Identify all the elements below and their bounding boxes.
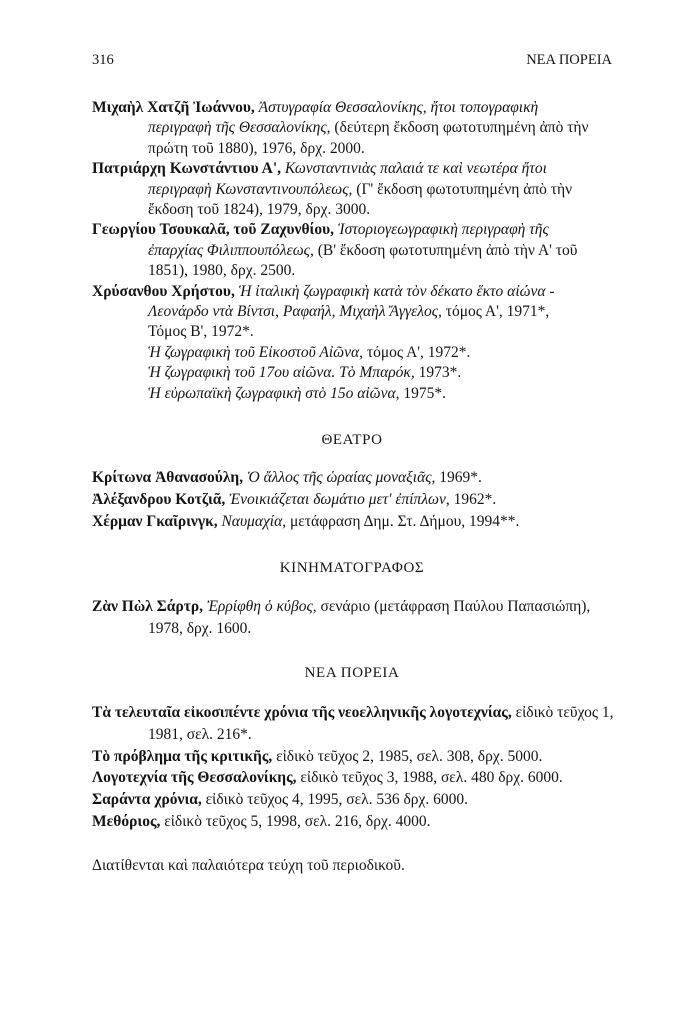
entry-line (148, 724, 252, 746)
further-work-line (148, 343, 470, 363)
issue-details: εἰδικὸ τεῦχος 4, 1995, σελ. 536 δρχ. 6000. (205, 791, 469, 809)
entry-title: Ἡ εὐρωπαϊκὴ ζωγραφικὴ στὸ 15ο αἰῶνα, (148, 384, 400, 402)
entry-title: Ἡ ζωγραφικὴ τοῦ Εἰκοστοῦ Αἰῶνα, (148, 343, 363, 361)
theatre-entry (92, 467, 482, 489)
book-entry (92, 282, 612, 404)
entry-details: πρώτη τοῦ 1880), 1976, δρχ. 2000. (148, 139, 365, 157)
entry-author: Ἀλέξανδρου Κοτζιᾶ, (92, 490, 226, 508)
entry-author: Χρύσανθου Χρήστου, (92, 282, 235, 300)
entry-details: μετάφραση Δημ. Στ. Δήμου, 1994**. (290, 512, 520, 530)
entry-title: Ἐρρίφθη ὁ κύβος, (206, 598, 317, 615)
entry-author: Κρίτωνα Ἀθανασούλη, (92, 469, 244, 486)
entry-title: ἐπαρχίας Φιλιππουπόλεως, (148, 241, 314, 259)
entry-details: σενάριο (μετάφραση Παύλου Παπασιώπη), (320, 598, 591, 615)
running-head-title: ΝΕΑ ΠΟΡΕΙΑ (526, 52, 612, 68)
issue-details: εἰδικὸ τεῦχος 1, (515, 704, 614, 721)
entry-line (92, 159, 547, 179)
books-list (92, 98, 612, 404)
entry-line (92, 220, 549, 240)
section-heading-cinema: ΚΙΝΗΜΑΤΟΓΡΑΦΟΣ (279, 560, 425, 576)
entry-details: 1969*. (439, 469, 482, 486)
issue-title: Τὰ τελευταῖα εἰκοσιπέντε χρόνια τῆς νεοελληνικῆς λογοτεχνίας, (92, 704, 512, 721)
entry-line (92, 98, 538, 118)
entry-title: Ἡ ζωγραφικὴ τοῦ 17ου αἰῶνα. Τὸ Μπαρόκ, (148, 364, 415, 382)
entry-line (148, 618, 251, 640)
entry-line (148, 200, 370, 220)
cinema-entry (92, 596, 612, 640)
theatre-entry (92, 489, 496, 511)
entry-line (92, 596, 590, 618)
entry-title: Ὁ ἄλλος τῆς ὡραίας μοναξιᾶς, (247, 469, 436, 486)
theatre-list (92, 467, 612, 532)
entry-title: Ἡ ἰταλικὴ ζωγραφικὴ κατὰ τὸν δέκατο ἕκτο αἰώνα - (238, 282, 555, 300)
entry-title: περιγραφὴ Κωνσταντινουπόλεως, (148, 180, 353, 198)
availability-note (92, 855, 612, 877)
entry-details: Τόμος Β', 1972*. (148, 323, 254, 341)
entry-title: Ἱστοριογεωγραφικὴ περιγραφὴ τῆς (337, 221, 549, 239)
entry-line (148, 241, 577, 261)
issue-title: Τὸ πρόβλημα τῆς κριτικῆς, (92, 747, 273, 765)
issue-entry (92, 789, 468, 811)
entry-line (148, 180, 572, 200)
entry-line (148, 261, 295, 281)
entry-title: Ἀστυγραφία Θεσσαλονίκης, ἤτοι τοπογραφικὴ (258, 99, 539, 116)
entry-title: περιγραφὴ τῆς Θεσσαλονίκης, (148, 119, 331, 137)
entry-title: Λεονάρδο ντὰ Βίντσι, Ραφαήλ, Μιχαὴλ Ἄγγελος, (148, 303, 442, 321)
entry-details: τόμος Α', 1972*. (366, 343, 471, 361)
entry-author: Ζὰν Πὼλ Σάρτρ, (92, 598, 204, 615)
entry-details: (δεύτερη ἔκδοση φωτοτυπημένη ἀπὸ τὴν (334, 119, 589, 137)
section-heading-theatre: ΘΕΑΤΡΟ (321, 432, 383, 448)
entry-details: 1975*. (403, 384, 447, 402)
entry-details: τόμος Α', 1971*, (445, 303, 550, 321)
entry-line (92, 282, 555, 302)
entry-author: Γεωργίου Τσουκαλᾶ, τοῦ Ζαχυνθίου, (92, 221, 335, 239)
issue-title: Σαράντα χρόνια, (92, 791, 202, 809)
entry-title: Ἐνοικιάζεται δωμάτιο μετ' ἐπίπλων, (229, 490, 450, 508)
section-heading-journal: ΝΕΑ ΠΟΡΕΙΑ (304, 665, 400, 681)
entry-line (148, 118, 589, 138)
entry-line (148, 139, 365, 159)
issue-title: Μεθόριος, (92, 812, 161, 830)
issue-entry (92, 702, 612, 746)
page-number: 316 (92, 52, 114, 68)
theatre-entry (92, 511, 519, 533)
book-entry (92, 98, 612, 159)
entry-title: Ναυμαχία, (221, 512, 287, 530)
issue-details: εἰδικὸ τεῦχος 5, 1998, σελ. 216, δρχ. 4000. (164, 812, 431, 830)
entry-details: 1851), 1980, δρχ. 2500. (148, 262, 296, 280)
entry-details: ἔκδοση τοῦ 1824), 1979, δρχ. 3000. (148, 201, 371, 219)
entry-details: 1962*. (453, 490, 497, 508)
entry-details: (Γ' ἔκδοση φωτοτυπημένη ἀπὸ τὴν (356, 180, 573, 198)
further-work-line (148, 363, 461, 383)
entry-details: 1973*. (418, 364, 462, 382)
book-entry (92, 159, 612, 220)
entry-author: Πατριάρχη Κωνστάντιου Α', (92, 160, 282, 178)
issue-title: Λογοτεχνία τῆς Θεσσαλονίκης, (92, 769, 297, 787)
entry-author: Χέρμαν Γκαῖρινγκ, (92, 512, 218, 530)
issue-details: εἰδικὸ τεῦχος 3, 1988, σελ. 480 δρχ. 6000. (300, 769, 563, 787)
issue-details: εἰδικὸ τεῦχος 2, 1985, σελ. 308, δρχ. 5000. (276, 747, 543, 765)
entry-line (92, 702, 614, 724)
entry-line (148, 322, 254, 342)
issue-entry (92, 811, 430, 833)
entry-line (148, 302, 549, 322)
cinema-list (92, 596, 612, 640)
issue-details: 1981, σελ. 216*. (148, 725, 252, 743)
entry-details: 1978, δρχ. 1600. (148, 620, 252, 637)
issue-entry (92, 746, 542, 768)
entry-title: Κωνσταντινιὰς παλαιά τε καὶ νεωτέρα ἤτοι (284, 160, 547, 178)
entry-details: (Β' ἔκδοση φωτοτυπημένη ἀπὸ τὴν Α' τοῦ (317, 241, 578, 259)
issue-entry (92, 767, 563, 789)
journal-issues-list (92, 702, 612, 833)
entry-author: Μιχαὴλ Χατζῆ Ἰωάννου, (92, 99, 255, 116)
running-head (92, 50, 612, 70)
further-work-line (148, 384, 446, 404)
note-text: Διατίθενται καὶ παλαιότερα τεύχη τοῦ περιοδικοῦ. (92, 857, 405, 874)
book-entry (92, 220, 612, 281)
